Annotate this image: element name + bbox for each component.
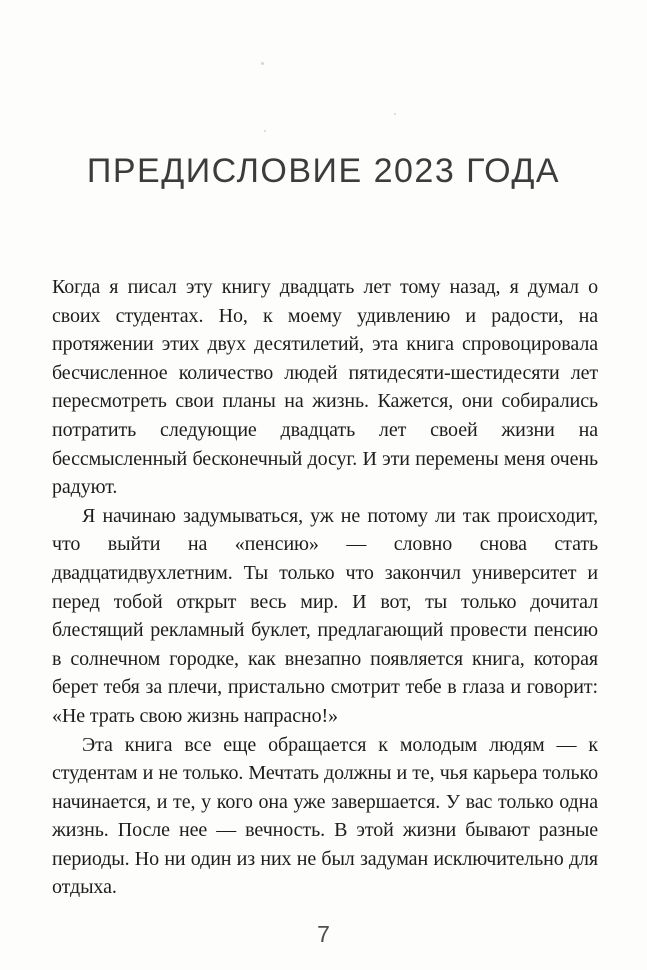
chapter-title: ПРЕДИСЛОВИЕ 2023 ГОДА (86, 152, 561, 190)
scan-speck (394, 113, 396, 115)
paragraph: Когда я писал эту книгу двадцать лет тому назад, я думал о своих студентах. Но, к моему удивлению и радости, на протяжении этих двух десятилетий, эта книга спровоцировала бесчисленное количество людей пятидесяти-шестидесяти лет пересмотреть свои планы на жизнь. Кажется, они собирались потратить следующие двадцать лет своей жизни на бессмысленный бесконечный досуг. И эти перемены меня очень радуют. (52, 276, 598, 499)
scan-speck (261, 62, 264, 65)
paragraph: Эта книга все еще обращается к молодым людям — к студентам и не только. Мечтать должны и те, чья карьера только начинается, и те, у кого она уже завершается. У вас только одна жизнь. После нее — вечность. В этой жизни бывают разные периоды. Но ни один из них не был задуман исключительно для отдыха. (52, 733, 598, 899)
body-text (52, 273, 598, 902)
scan-speck (264, 130, 266, 132)
page-number: 7 (317, 921, 330, 947)
paragraph: Я начинаю задумываться, уж не потому ли так происходит, что выйти на «пенсию» — словно снова стать двадцатидвухлетним. Ты только что закончил университет и перед тобой открыт весь мир. И вот, ты только дочитал блестящий рекламный буклет, предлагающий провести пенсию в солнечном городке, как внезапно появляется книга, которая берет тебя за плечи, пристально смотрит тебе в глаза и говорит: «Не трать свою жизнь напрасно!» (52, 504, 598, 727)
